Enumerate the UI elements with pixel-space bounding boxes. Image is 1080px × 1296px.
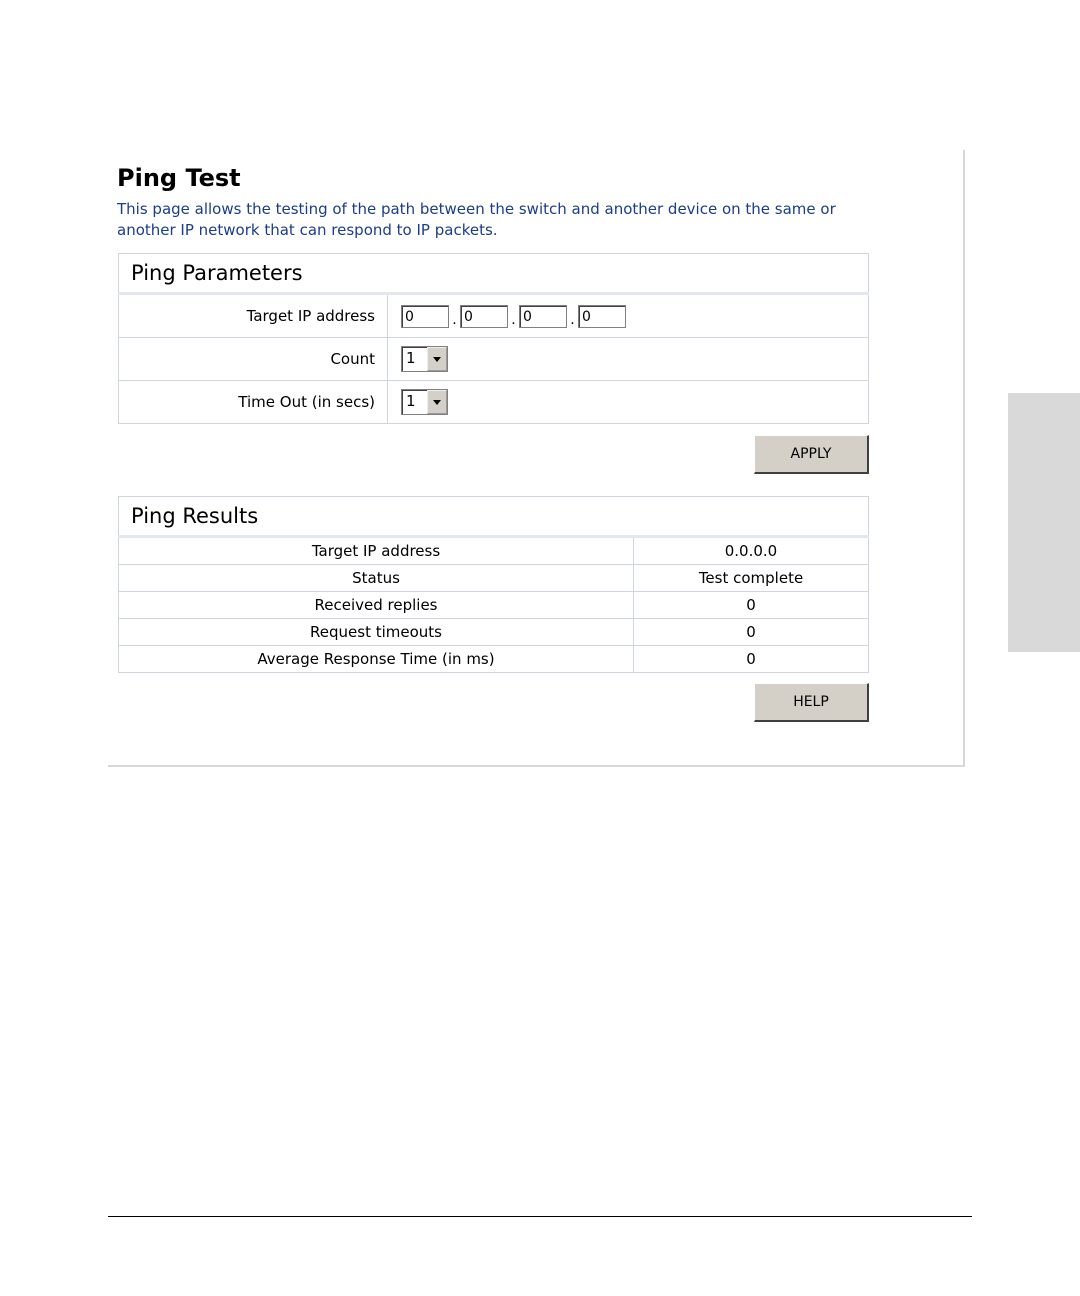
apply-button[interactable]: APPLY	[754, 435, 869, 474]
result-label: Average Response Time (in ms)	[119, 646, 634, 673]
target-ip-label: Target IP address	[119, 294, 388, 338]
result-label: Status	[119, 565, 634, 592]
timeout-row	[119, 381, 869, 424]
target-ip-inputs	[388, 294, 869, 338]
result-label: Request timeouts	[119, 619, 634, 646]
ping-results-table	[118, 496, 869, 673]
ping-parameters-table	[118, 253, 869, 424]
timeout-select[interactable]	[401, 389, 448, 415]
table-row	[119, 565, 869, 592]
page-description: This page allows the testing of the path between the switch and another device on the same or another IP network that can respond to IP packets.	[117, 200, 836, 239]
result-value: 0	[634, 619, 869, 646]
ip-separator: .	[452, 311, 457, 328]
timeout-select-value: 1	[406, 392, 416, 410]
target-ip-row	[119, 294, 869, 338]
count-row	[119, 338, 869, 381]
table-row	[119, 592, 869, 619]
result-value: 0	[634, 592, 869, 619]
help-button[interactable]: HELP	[754, 683, 869, 722]
count-select-value: 1	[406, 349, 416, 367]
result-label: Target IP address	[119, 537, 634, 565]
ip-separator: .	[511, 311, 516, 328]
result-value: 0	[634, 646, 869, 673]
count-select[interactable]	[401, 346, 448, 372]
table-row	[119, 537, 869, 565]
result-value: 0.0.0.0	[634, 537, 869, 565]
ip-separator: .	[570, 311, 575, 328]
table-row	[119, 646, 869, 673]
ip-octet-2-input[interactable]: 0	[460, 305, 508, 328]
timeout-label: Time Out (in secs)	[119, 381, 388, 424]
ip-octet-3-input[interactable]: 0	[519, 305, 567, 328]
footer-rule	[108, 1216, 972, 1217]
chevron-down-icon[interactable]	[427, 390, 447, 414]
result-label: Received replies	[119, 592, 634, 619]
table-row	[119, 619, 869, 646]
side-thumb-tab	[1008, 393, 1080, 652]
result-value: Test complete	[634, 565, 869, 592]
content-frame-right-border	[963, 150, 965, 766]
chevron-down-icon[interactable]	[427, 347, 447, 371]
ping-parameters-heading: Ping Parameters	[119, 254, 869, 294]
page-title: Ping Test	[117, 164, 241, 192]
count-label: Count	[119, 338, 388, 381]
ip-octet-4-input[interactable]: 0	[578, 305, 626, 328]
ip-octet-1-input[interactable]: 0	[401, 305, 449, 328]
content-frame-bottom-border	[108, 765, 965, 767]
ping-results-heading: Ping Results	[119, 497, 869, 537]
